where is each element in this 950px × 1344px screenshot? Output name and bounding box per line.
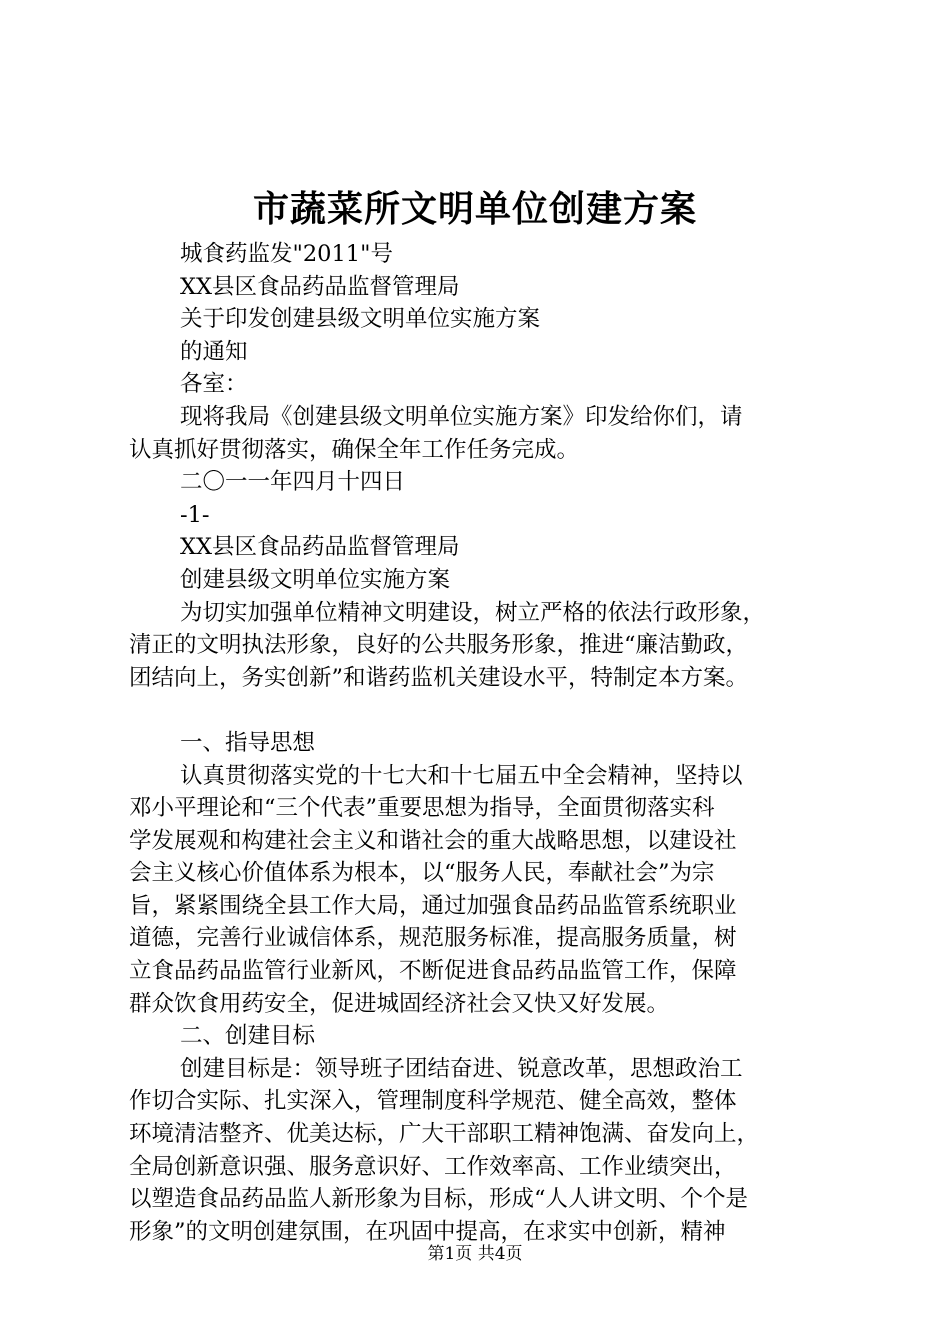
paragraph-line: 环境清洁整齐、优美达标，广大干部职工精神饱满、奋发向上， [129,1121,760,1148]
paragraph-line: 立食品药品监管行业新风，不断促进食品药品监管工作，保障 [129,958,737,985]
paragraph-line: 清正的文明执法形象，良好的公共服务形象，推进“廉洁勤政， [129,632,749,659]
document-body [129,238,849,1248]
date-line: 二〇一一年四月十四日 [180,469,406,496]
issuer-line: XX县区食品药品监督管理局 [180,534,460,561]
paragraph-line: 现将我局《创建县级文明单位实施方案》印发给你们，请 [180,403,743,430]
paragraph-line: 道德，完善行业诚信体系，规范服务标准，提高服务质量，树 [129,925,737,952]
paragraph-line: 旨，紧紧围绕全县工作大局，通过加强食品药品监管系统职业 [129,892,737,919]
paragraph-line: 以塑造食品药品监人新形象为目标，形成“人人讲文明、个个是 [129,1186,749,1213]
paragraph-line: 认真抓好贯彻落实，确保全年工作任务完成。 [129,436,580,463]
notice-title-line-2: 的通知 [180,338,248,365]
paragraph-line: 团结向上，务实创新”和谐药监机关建设水平，特制定本方案。 [129,664,749,691]
paragraph-line: 形象”的文明创建氛围，在巩固中提高，在求实中创新，精神 [129,1218,726,1245]
document-title: 市蔬菜所文明单位创建方案 [252,188,697,230]
paragraph-line: 作切合实际、扎实深入，管理制度科学规范、健全高效，整体 [129,1088,737,1115]
section-heading: 二、创建目标 [180,1023,316,1050]
section-heading: 一、指导思想 [180,729,316,756]
paragraph-line: 群众饮食用药安全，促进城固经济社会又快又好发展。 [129,990,670,1017]
notice-title-line-1: 关于印发创建县级文明单位实施方案 [180,306,541,333]
page-footer: 第1页 共4页 [427,1244,523,1264]
paragraph-line: 全局创新意识强、服务意识好、工作效率高、工作业绩突出， [129,1153,737,1180]
addressee-line: 各室： [180,371,248,398]
blank-line [129,694,849,727]
paragraph-line: 学发展观和构建社会主义和谐社会的重大战略思想，以建设社 [129,827,737,854]
plan-title-line: 创建县级文明单位实施方案 [180,566,451,593]
paragraph-line: 为切实加强单位精神文明建设，树立严格的依法行政形象， [180,599,766,626]
paragraph-line: 会主义核心价值体系为根本，以“服务人民，奉献社会”为宗 [129,860,715,887]
page-marker-line: -1- [180,501,210,528]
issuer-line: XX县区食品药品监督管理局 [180,273,460,300]
paragraph-line: 创建目标是：领导班子团结奋进、锐意改革，思想政治工 [180,1055,743,1082]
paragraph-line: 邓小平理论和“三个代表”重要思想为指导，全面贯彻落实科 [129,795,715,822]
paragraph-line: 认真贯彻落实党的十七大和十七届五中全会精神，坚持以 [180,762,743,789]
doc-number-line: 城食药监发"2011"号 [180,241,393,267]
